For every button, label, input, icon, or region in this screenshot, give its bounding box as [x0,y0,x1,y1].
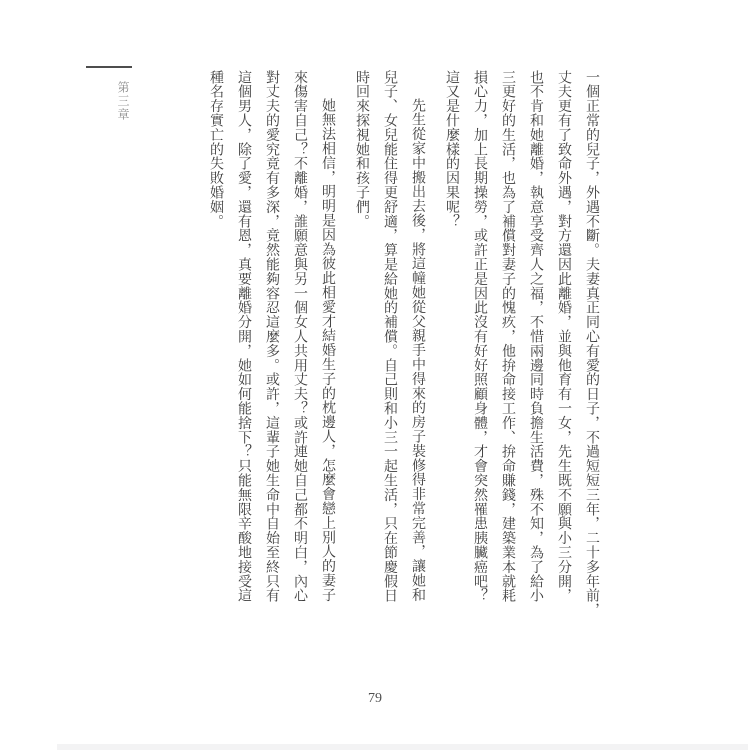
text-column: 這又是什麼樣的因果呢？ [444,70,459,229]
text-column-paragraph-start: 她無法相信，明明是因為彼此相愛才結婚生子的枕邊人，怎麼會戀上別人的妻子 [320,98,335,602]
body-text-block [201,70,605,618]
text-column: 三更好的生活，也為了補償對妻子的愧疚，他拚命接工作、拚命賺錢，建築業本就耗 [500,70,515,603]
text-column: 兒子、女兒能住得更舒適，算是給她的補償。自己則和小三一起生活，只在節慶假日 [382,70,397,603]
text-column: 也不肯和她離婚，執意享受齊人之福，不惜兩邊同時負擔生活費，殊不知，為了給小 [528,70,543,603]
text-column: 時回來探視她和孩子們。 [354,70,369,229]
text-column: 丈夫更有了致命外遇，對方還因此離婚，並與他育有一女，先生既不願與小三分開， [556,70,571,603]
page-bottom-edge [57,744,748,750]
text-column: 一個正常的兒子，外遇不斷。夫妻真正同心有愛的日子，不過短短三年，二十多年前， [584,70,599,618]
chapter-divider-line [86,66,132,68]
text-column: 對丈夫的愛究竟有多深，竟然能夠容忍這麼多。或許，這輩子她生命中自始至終只有 [264,70,279,603]
page-number: 79 [368,691,382,706]
text-column: 損心力，加上長期操勞，或許正是因此沒有好好照顧身體，才會突然罹患胰臟癌吧？ [472,70,487,603]
text-column: 種名存實亡的失敗婚姻。 [208,70,223,229]
text-column: 這個男人，除了愛，還有恩，真要離婚分開，她如何能捨下？只能無限辛酸地接受這 [236,70,251,603]
text-column-paragraph-start: 先生從家中搬出去後，將這幢她從父親手中得來的房子裝修得非常完善，讓她和 [410,98,425,602]
chapter-title: 第三章 [116,81,130,122]
text-column: 來傷害自己？不離婚，誰願意與另一個女人共用丈夫？或許連她自己都不明白，內心 [292,70,307,603]
